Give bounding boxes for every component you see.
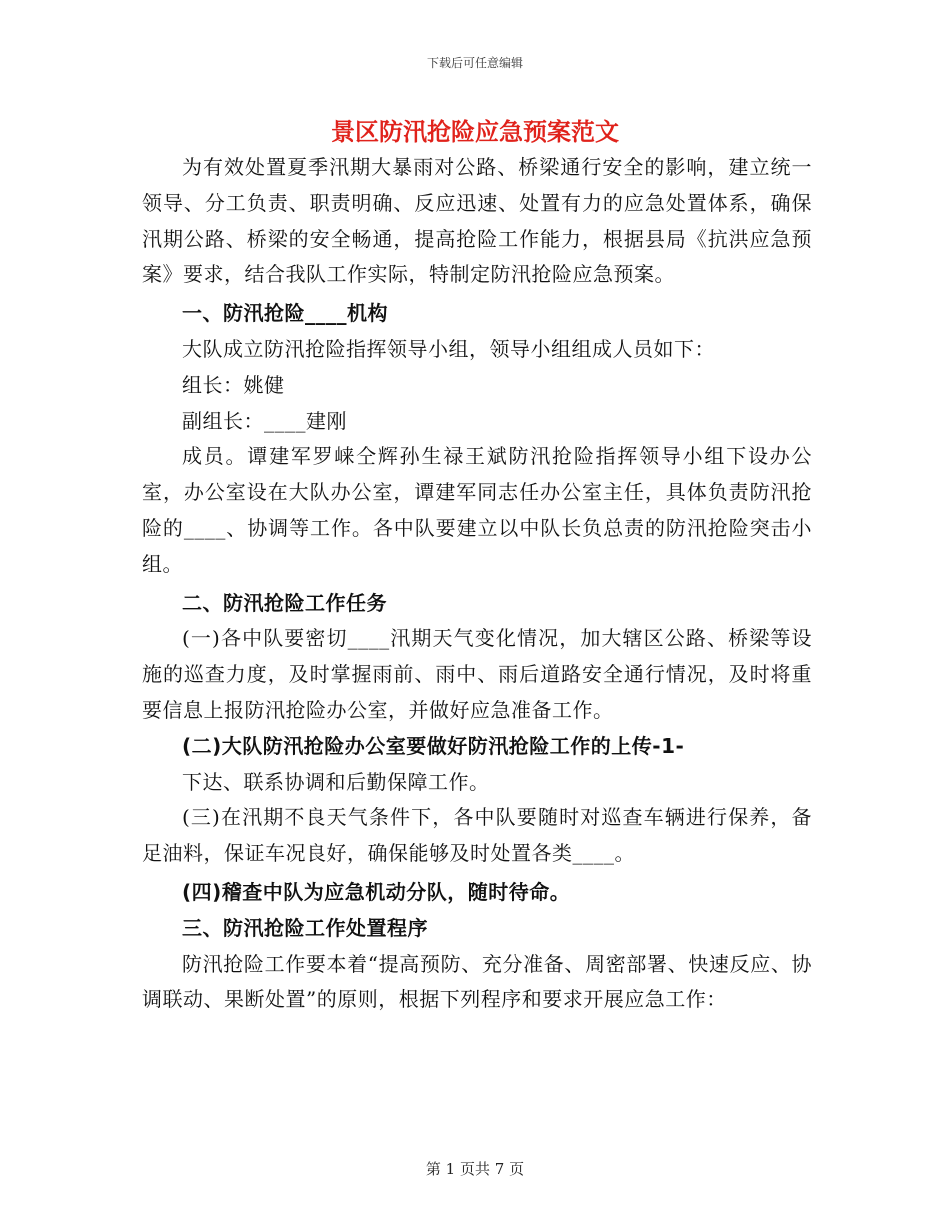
section-heading-3: 三、防汛抢险工作处置程序 [182,915,428,940]
paragraph-bold: (四)稽查中队为应急机动分队，随时待命。 [182,879,571,904]
header-note: 下载后可任意编辑 [426,56,523,70]
document-title: 景区防汛抢险应急预案范文 [331,118,619,146]
paragraph: 副组长：____建刚 [182,408,347,433]
section-heading-1: 一、防汛抢险____机构 [182,301,388,326]
paragraph: 大队成立防汛抢险指挥领导小组，领导小组组成人员如下： [182,336,715,361]
paragraph-intro: 为有效处置夏季汛期大暴雨对公路、桥梁通行安全的影响，建立统一领导、分工负责、职责明确、反应迅速、处置有力的应急处置体系，确保汛期公路、桥梁的安全畅通，提高抢险工作能力，根据县局《抗洪应急预案》要求，结合我队工作实际，特制定防汛抢险应急预案。 [142,155,812,287]
paragraph: 成员。谭建军罗崃仝辉孙生禄王斌防汛抢险指挥领导小组下设办公室，办公室设在大队办公室，谭建军同志任办公室主任，具体负责防汛抢险的____、协调等工作。各中队要建立以中队长负总责的防汛抢险突击小组。 [142,444,812,576]
paragraph: 组长：姚健 [182,372,285,397]
section-heading-2: 二、防汛抢险工作任务 [182,590,387,615]
paragraph: 下达、联系协调和后勤保障工作。 [182,769,490,794]
paragraph-bold: (二)大队防汛抢险办公室要做好防汛抢险工作的上传-1- [182,733,685,758]
paragraph: (一)各中队要密切____汛期天气变化情况，加大辖区公路、桥梁等设施的巡查力度，及时掌握雨前、雨中、雨后道路安全通行情况，及时将重要信息上报防汛抢险办公室，并做好应急准备工作。 [142,626,812,722]
paragraph: (三)在汛期不良天气条件下，各中队要随时对巡查车辆进行保养，备足油料，保证车况良好，确保能够及时处置各类____。 [142,805,812,866]
paragraph: 防汛抢险工作要本着“提高预防、充分准备、周密部署、快速反应、协调联动、果断处置”的原则，根据下列程序和要求开展应急工作： [142,951,812,1012]
page-footer: 第 1 页共 7 页 [425,1160,525,1178]
document-body [142,150,812,1018]
